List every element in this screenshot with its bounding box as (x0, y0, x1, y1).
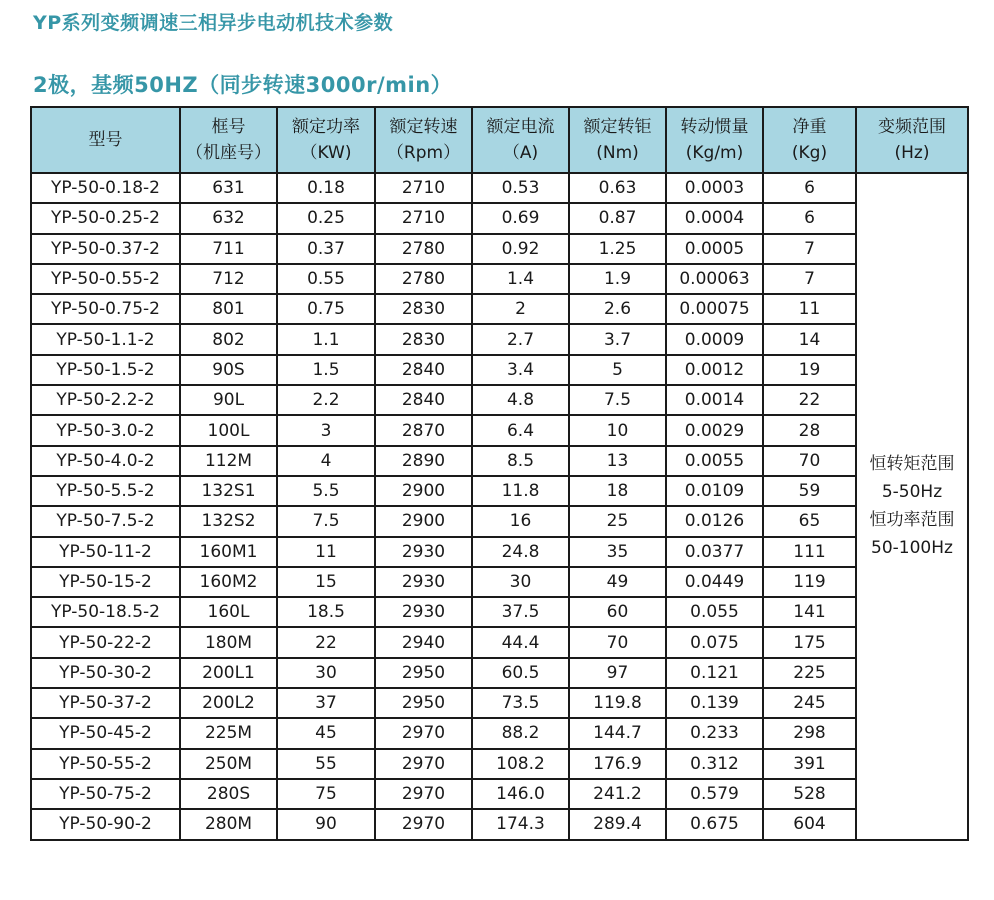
table-row (31, 749, 968, 779)
column-header: 变频范围 (Hz) (856, 107, 968, 173)
column-header: 框号 （机座号） (180, 107, 277, 173)
table-cell: 2.7 (472, 324, 569, 354)
table-cell: 0.312 (666, 749, 763, 779)
table-row (31, 476, 968, 506)
table-cell: 28 (763, 415, 856, 445)
table-body (31, 173, 968, 840)
table-cell: 1.9 (569, 264, 666, 294)
table-cell: 298 (763, 718, 856, 748)
table-row (31, 779, 968, 809)
table-cell: 2970 (375, 779, 472, 809)
table-row (31, 597, 968, 627)
table-cell: 45 (277, 718, 375, 748)
table-row (31, 173, 968, 203)
table-cell: 176.9 (569, 749, 666, 779)
table-row (31, 537, 968, 567)
table-cell: 5 (569, 355, 666, 385)
table-cell: 2900 (375, 506, 472, 536)
table-cell: 70 (763, 446, 856, 476)
column-header: 额定电流 （A) (472, 107, 569, 173)
table-cell: 3.7 (569, 324, 666, 354)
table-cell: 0.53 (472, 173, 569, 203)
table-cell: 0.0109 (666, 476, 763, 506)
table-cell: 0.579 (666, 779, 763, 809)
table-cell: 0.25 (277, 203, 375, 233)
table-cell: 280S (180, 779, 277, 809)
table-cell: 0.00075 (666, 294, 763, 324)
table-row (31, 385, 968, 415)
table-cell: 2890 (375, 446, 472, 476)
table-cell: 35 (569, 537, 666, 567)
table-cell: 1.1 (277, 324, 375, 354)
table-cell: 60.5 (472, 658, 569, 688)
table-cell: 55 (277, 749, 375, 779)
table-cell: 2840 (375, 355, 472, 385)
table-cell: 0.075 (666, 627, 763, 657)
table-cell: 2.6 (569, 294, 666, 324)
table-cell: 14 (763, 324, 856, 354)
table-cell: 2970 (375, 718, 472, 748)
table-cell: 632 (180, 203, 277, 233)
table-cell: YP-50-18.5-2 (31, 597, 180, 627)
table-cell: YP-50-2.2-2 (31, 385, 180, 415)
table-cell: 0.0004 (666, 203, 763, 233)
table-cell: YP-50-11-2 (31, 537, 180, 567)
table-cell: 175 (763, 627, 856, 657)
table-cell: 2710 (375, 173, 472, 203)
table-cell: 0.055 (666, 597, 763, 627)
table-cell: 0.75 (277, 294, 375, 324)
table-cell: 22 (763, 385, 856, 415)
table-cell: 0.00063 (666, 264, 763, 294)
table-row (31, 506, 968, 536)
column-header: 额定功率 （KW) (277, 107, 375, 173)
table-cell: 174.3 (472, 809, 569, 839)
table-cell: 24.8 (472, 537, 569, 567)
table-row (31, 203, 968, 233)
table-row (31, 234, 968, 264)
table-cell: 180M (180, 627, 277, 657)
column-header: 额定转速 （Rpm） (375, 107, 472, 173)
table-cell: 60 (569, 597, 666, 627)
table-cell: 245 (763, 688, 856, 718)
table-cell: YP-50-55-2 (31, 749, 180, 779)
table-cell: 37.5 (472, 597, 569, 627)
table-cell: 0.0377 (666, 537, 763, 567)
table-cell: 0.233 (666, 718, 763, 748)
table-row (31, 567, 968, 597)
table-cell: 0.55 (277, 264, 375, 294)
table-cell: 2780 (375, 264, 472, 294)
table-cell: YP-50-0.37-2 (31, 234, 180, 264)
table-cell: 144.7 (569, 718, 666, 748)
table-row (31, 294, 968, 324)
table-cell: 2710 (375, 203, 472, 233)
table-cell: 801 (180, 294, 277, 324)
table-row (31, 688, 968, 718)
table-cell: 108.2 (472, 749, 569, 779)
table-cell: YP-50-7.5-2 (31, 506, 180, 536)
table-cell: 1.5 (277, 355, 375, 385)
table-cell: YP-50-0.55-2 (31, 264, 180, 294)
table-cell: 225M (180, 718, 277, 748)
column-header: 型号 (31, 107, 180, 173)
table-cell: 289.4 (569, 809, 666, 839)
table-cell: 88.2 (472, 718, 569, 748)
table-cell: 2950 (375, 658, 472, 688)
table-cell: 802 (180, 324, 277, 354)
table-cell: 225 (763, 658, 856, 688)
table-cell: 11 (277, 537, 375, 567)
table-cell: 3.4 (472, 355, 569, 385)
table-row (31, 324, 968, 354)
table-cell: 25 (569, 506, 666, 536)
table-cell: YP-50-22-2 (31, 627, 180, 657)
table-cell: 528 (763, 779, 856, 809)
table-cell: 2830 (375, 324, 472, 354)
table-cell: 2840 (375, 385, 472, 415)
table-cell: YP-50-0.75-2 (31, 294, 180, 324)
table-cell: 19 (763, 355, 856, 385)
table-cell: 2950 (375, 688, 472, 718)
table-cell: 7 (763, 234, 856, 264)
table-cell: 73.5 (472, 688, 569, 718)
page-title: YP系列变频调速三相异步电动机技术参数 (33, 12, 394, 34)
table-cell: 6 (763, 173, 856, 203)
table-cell: 2 (472, 294, 569, 324)
table-cell: 1.25 (569, 234, 666, 264)
table-cell: 132S1 (180, 476, 277, 506)
table-cell: 604 (763, 809, 856, 839)
table-cell: YP-50-15-2 (31, 567, 180, 597)
table-cell: 75 (277, 779, 375, 809)
table-cell: 2940 (375, 627, 472, 657)
table-cell: 631 (180, 173, 277, 203)
table-cell: YP-50-45-2 (31, 718, 180, 748)
table-cell: 0.69 (472, 203, 569, 233)
table-cell: 0.121 (666, 658, 763, 688)
table-cell: 44.4 (472, 627, 569, 657)
table-cell: YP-50-90-2 (31, 809, 180, 839)
freq-range-cell: 恒转矩范围 5-50Hz 恒功率范围 50-100Hz (856, 173, 968, 840)
table-cell: 0.63 (569, 173, 666, 203)
table-cell: 200L1 (180, 658, 277, 688)
table-cell: 49 (569, 567, 666, 597)
table-cell: 30 (472, 567, 569, 597)
table-cell: 59 (763, 476, 856, 506)
table-cell: 0.0449 (666, 567, 763, 597)
table-cell: 22 (277, 627, 375, 657)
table-cell: 7.5 (569, 385, 666, 415)
table-cell: 112M (180, 446, 277, 476)
table-row (31, 809, 968, 839)
table-cell: 7 (763, 264, 856, 294)
table-cell: 2870 (375, 415, 472, 445)
table-cell: 16 (472, 506, 569, 536)
table-cell: YP-50-5.5-2 (31, 476, 180, 506)
table-cell: 200L2 (180, 688, 277, 718)
column-header: 净重 (Kg) (763, 107, 856, 173)
table-cell: 280M (180, 809, 277, 839)
table-cell: 11.8 (472, 476, 569, 506)
table-cell: 90 (277, 809, 375, 839)
table-cell: 119 (763, 567, 856, 597)
table-cell: YP-50-1.1-2 (31, 324, 180, 354)
table-cell: 37 (277, 688, 375, 718)
table-cell: 4 (277, 446, 375, 476)
table-row (31, 446, 968, 476)
table-cell: 13 (569, 446, 666, 476)
table-cell: 97 (569, 658, 666, 688)
table-cell: 2.2 (277, 385, 375, 415)
table-cell: 11 (763, 294, 856, 324)
spec-table (30, 106, 969, 841)
table-cell: 2780 (375, 234, 472, 264)
table-cell: 90S (180, 355, 277, 385)
table-cell: 146.0 (472, 779, 569, 809)
table-cell: 0.0055 (666, 446, 763, 476)
table-cell: 3 (277, 415, 375, 445)
table-cell: 160M2 (180, 567, 277, 597)
table-cell: 10 (569, 415, 666, 445)
table-cell: YP-50-75-2 (31, 779, 180, 809)
table-cell: 0.0014 (666, 385, 763, 415)
table-cell: 100L (180, 415, 277, 445)
table-cell: 2970 (375, 749, 472, 779)
table-cell: 119.8 (569, 688, 666, 718)
table-cell: 4.8 (472, 385, 569, 415)
table-cell: YP-50-1.5-2 (31, 355, 180, 385)
table-cell: 0.675 (666, 809, 763, 839)
table-cell: 7.5 (277, 506, 375, 536)
table-cell: 0.0126 (666, 506, 763, 536)
table-cell: 30 (277, 658, 375, 688)
table-cell: 70 (569, 627, 666, 657)
table-cell: 0.139 (666, 688, 763, 718)
table-cell: 2830 (375, 294, 472, 324)
table-cell: 132S2 (180, 506, 277, 536)
table-cell: 0.0012 (666, 355, 763, 385)
table-row (31, 718, 968, 748)
table-cell: YP-50-0.18-2 (31, 173, 180, 203)
table-cell: 2900 (375, 476, 472, 506)
header-row (31, 107, 968, 173)
table-cell: 0.0009 (666, 324, 763, 354)
column-header: 转动惯量 (Kg/m) (666, 107, 763, 173)
table-row (31, 415, 968, 445)
page-subtitle: 2极，基频50HZ（同步转速3000r/min） (33, 73, 453, 97)
table-cell: YP-50-3.0-2 (31, 415, 180, 445)
table-cell: 1.4 (472, 264, 569, 294)
table-row (31, 658, 968, 688)
table-cell: 241.2 (569, 779, 666, 809)
table-cell: 2970 (375, 809, 472, 839)
table-cell: 712 (180, 264, 277, 294)
table-cell: 711 (180, 234, 277, 264)
table-cell: 6 (763, 203, 856, 233)
table-cell: YP-50-4.0-2 (31, 446, 180, 476)
table-cell: 0.18 (277, 173, 375, 203)
table-cell: 18.5 (277, 597, 375, 627)
table-cell: 391 (763, 749, 856, 779)
table-cell: 111 (763, 537, 856, 567)
table-cell: 5.5 (277, 476, 375, 506)
table-cell: 0.92 (472, 234, 569, 264)
table-cell: 160L (180, 597, 277, 627)
table-cell: 65 (763, 506, 856, 536)
table-cell: 15 (277, 567, 375, 597)
table-cell: 2930 (375, 567, 472, 597)
table-cell: 0.87 (569, 203, 666, 233)
table-cell: 2930 (375, 597, 472, 627)
table-cell: 0.37 (277, 234, 375, 264)
table-cell: YP-50-30-2 (31, 658, 180, 688)
table-row (31, 264, 968, 294)
table-cell: 141 (763, 597, 856, 627)
table-cell: 6.4 (472, 415, 569, 445)
table-cell: 8.5 (472, 446, 569, 476)
column-header: 额定转钜 (Nm) (569, 107, 666, 173)
table-cell: 0.0029 (666, 415, 763, 445)
table-cell: 18 (569, 476, 666, 506)
table-cell: YP-50-37-2 (31, 688, 180, 718)
table-cell: 160M1 (180, 537, 277, 567)
table-cell: 250M (180, 749, 277, 779)
table-cell: 2930 (375, 537, 472, 567)
table-row (31, 627, 968, 657)
table-row (31, 355, 968, 385)
table-cell: YP-50-0.25-2 (31, 203, 180, 233)
table-cell: 0.0003 (666, 173, 763, 203)
table-cell: 90L (180, 385, 277, 415)
table-cell: 0.0005 (666, 234, 763, 264)
